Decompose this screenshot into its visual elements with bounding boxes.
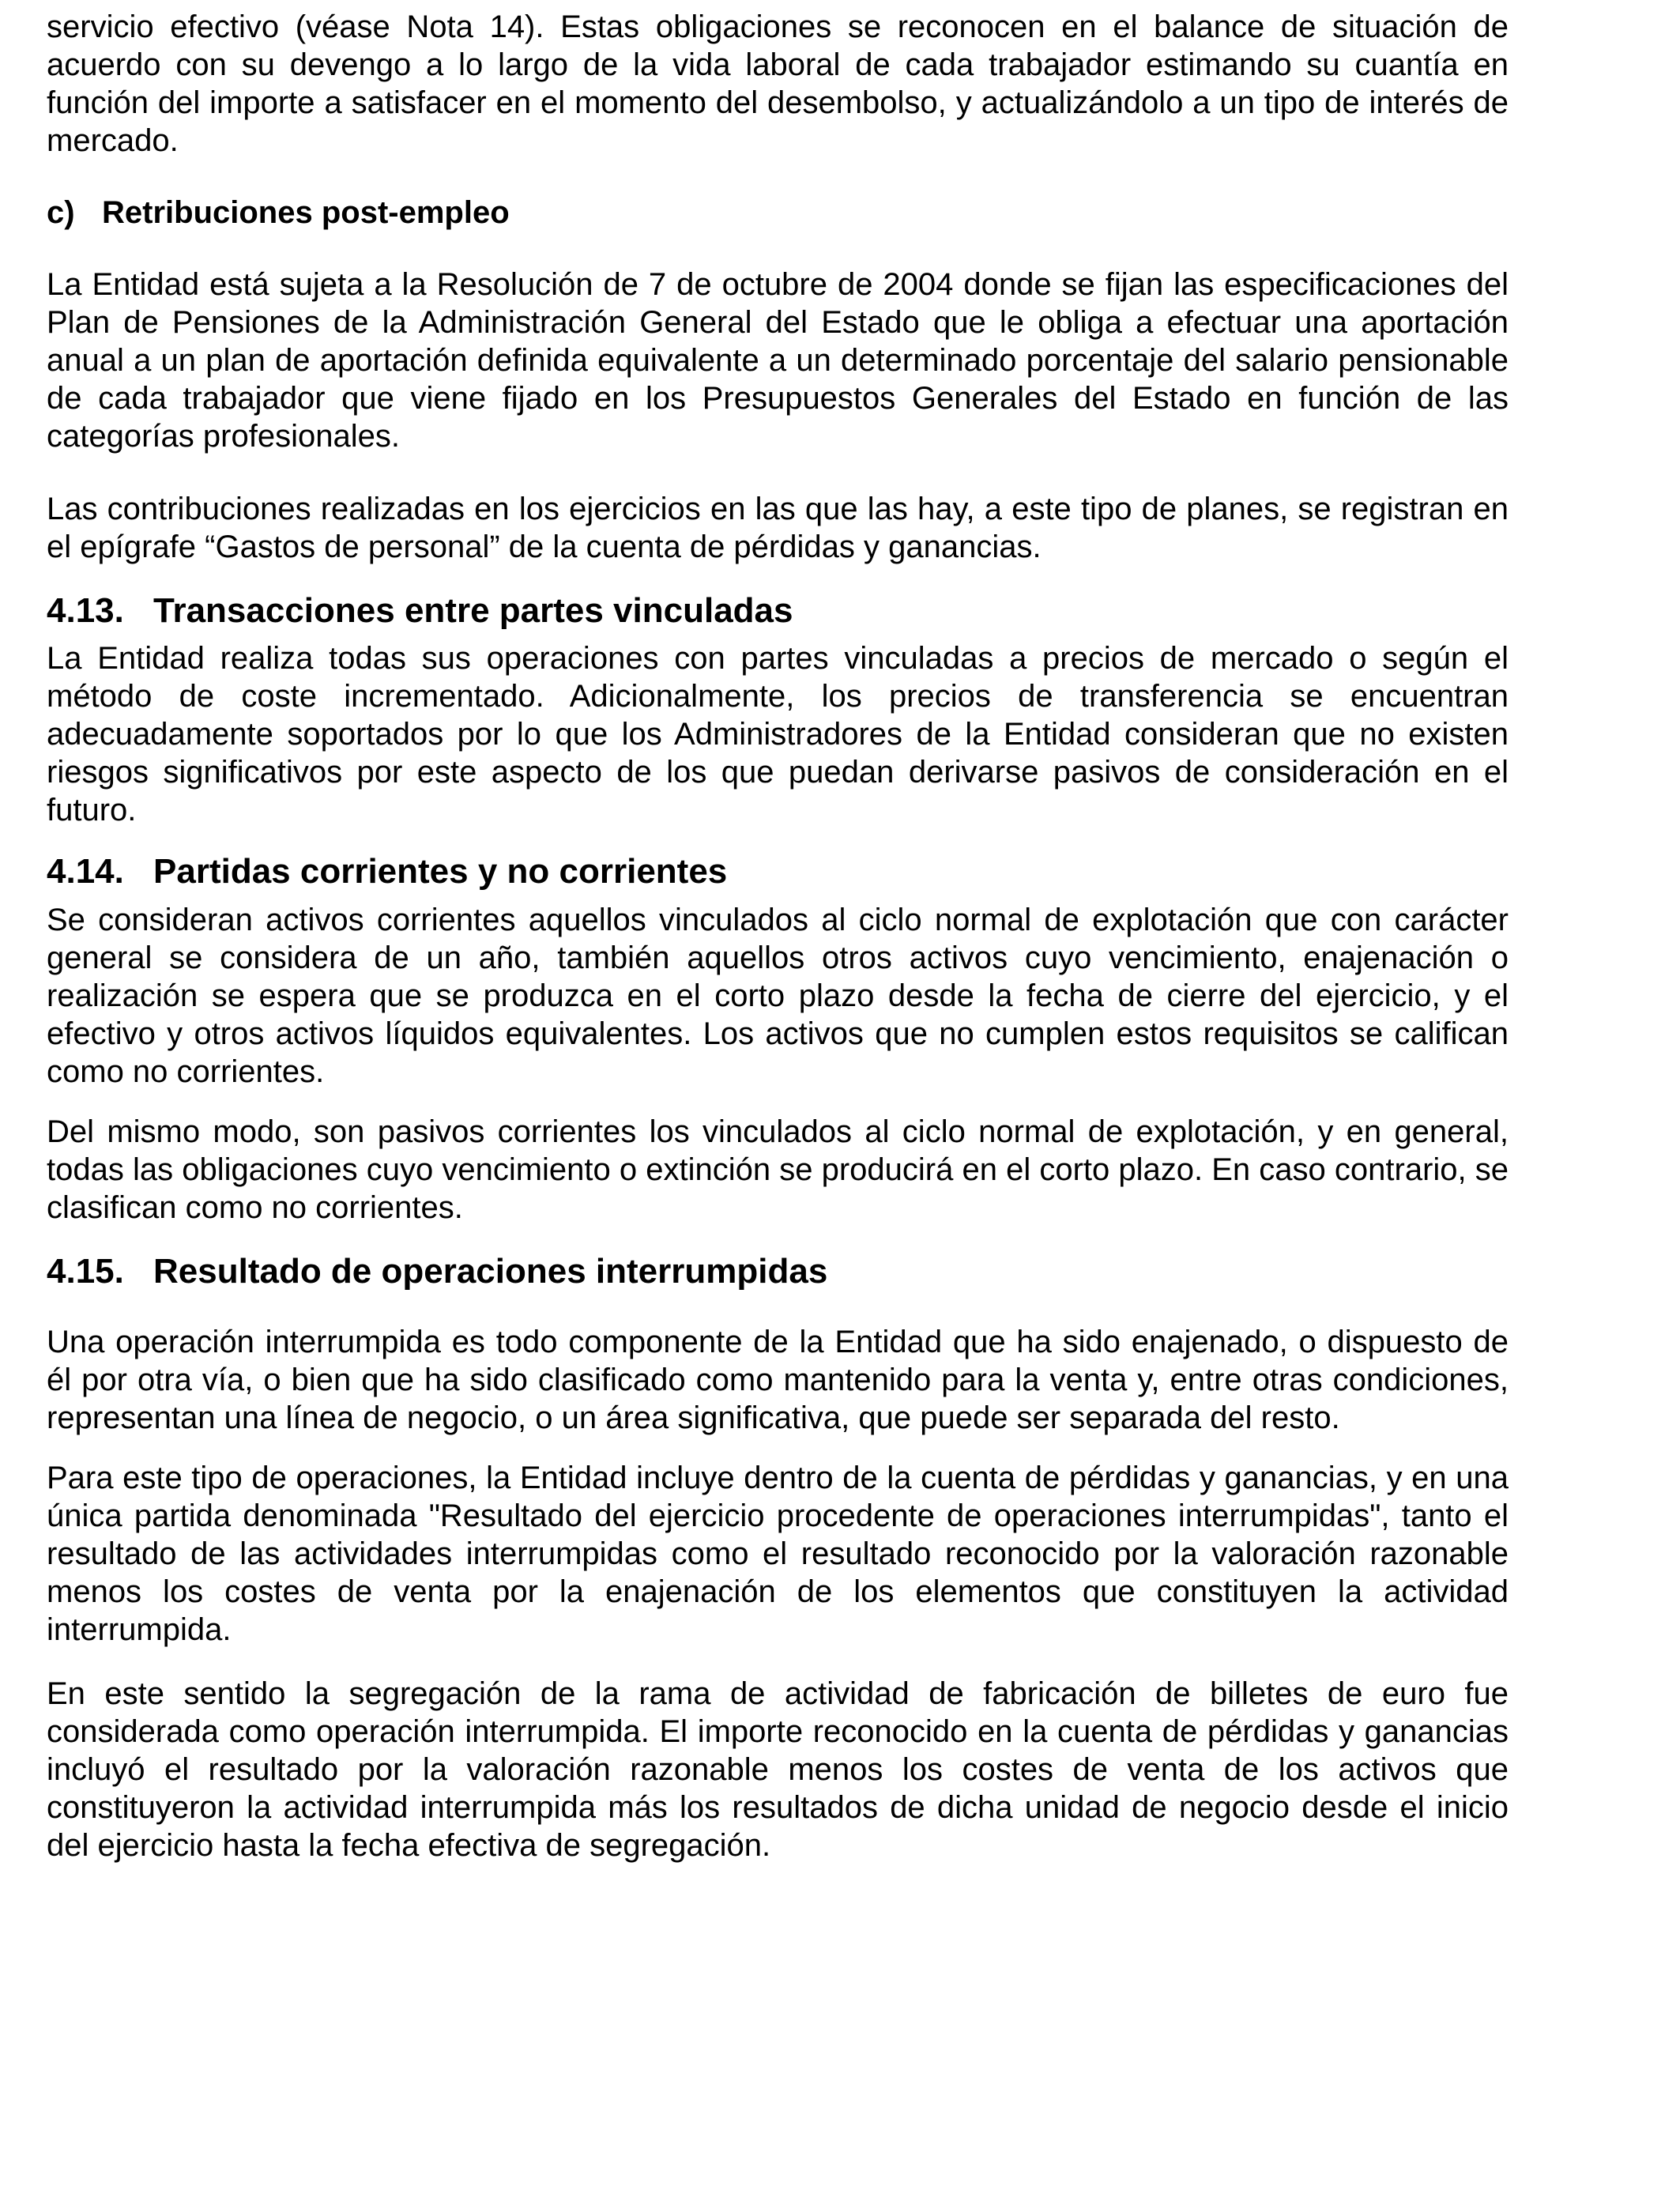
section-title: Partidas corrientes y no corrientes xyxy=(153,852,728,891)
section-number: 4.15. xyxy=(47,1252,124,1291)
section-title: Resultado de operaciones interrumpidas xyxy=(153,1252,828,1291)
paragraph-post-empleo-2: Las contribuciones realizadas en los ejercicios en las que las hay, a este tipo de planes, se registran en el epígrafe “Gastos de personal” de la cuenta de pérdidas y ganancias. xyxy=(47,492,1509,564)
paragraph-post-empleo-1: La Entidad está sujeta a la Resolución de 7 de octubre de 2004 donde se fijan las especificaciones del Plan de Pensiones de la Administración General del Estado que le obliga a efectuar una aportación anual a un plan de aportación definida equivalente a un determinado porcentaje del salario pensionable de cada trabajador que viene fijado en los Presupuestos Generales del Estado en función de las categorías profesionales. xyxy=(47,267,1509,454)
paragraph-4-15-3: En este sentido la segregación de la rama de actividad de fabricación de billetes de euro fue considerada como operación interrumpida. El importe reconocido en la cuenta de pérdidas y ganancias incluyó el resultado por la valoración razonable menos los costes de venta de los activos que constituyeron la actividad interrumpida más los resultados de dicha unidad de negocio desde el inicio del ejercicio hasta la fecha efectiva de segregación. xyxy=(47,1676,1509,1863)
paragraph-4-15-2: Para este tipo de operaciones, la Entidad incluye dentro de la cuenta de pérdidas y ganancias, y en una única partida denominada "Resultado del ejercicio procedente de operaciones interrumpidas", tanto el resultado de las actividades interrumpidas como el resultado reconocido por la valoración razonable menos los costes de venta por la enajenación de los elementos que constituyen la actividad interrumpida. xyxy=(47,1461,1509,1647)
intro-paragraph: servicio efectivo (véase Nota 14). Estas obligaciones se reconocen en el balance de situación de acuerdo con su devengo a lo largo de la vida laboral de cada trabajador estimando su cuantía en función del importe a satisfacer en el momento del desembolso, y actualizándolo a un tipo de interés de mercado. xyxy=(47,9,1509,158)
paragraph-4-14-1: Se consideran activos corrientes aquellos vinculados al ciclo normal de explotación que con carácter general se considera de un año, también aquellos otros activos cuyo vencimiento, enajenación o realización se espera que se produzca en el corto plazo desde la fecha de cierre del ejercicio, y el efectivo y otros activos líquidos equivalentes. Los activos que no cumplen estos requisitos se califican como no corrientes. xyxy=(47,903,1509,1089)
section-heading-4-14 xyxy=(47,850,1509,893)
section-heading-4-15 xyxy=(47,1250,1509,1293)
paragraph-4-15-1: Una operación interrumpida es todo componente de la Entidad que ha sido enajenado, o dispuesto de él por otra vía, o bien que ha sido clasificado como mantenido para la venta y, entre otras condiciones, representan una línea de negocio, o un área significativa, que puede ser separada del resto. xyxy=(47,1325,1509,1435)
paragraph-4-13-1: La Entidad realiza todas sus operaciones con partes vinculadas a precios de mercado o según el método de coste incrementado. Adicionalmente, los precios de transferencia se encuentran adecuadamente soportados por lo que los Administradores de la Entidad consideran que no existen riesgos significativos por este aspecto de los que puedan derivarse pasivos de consideración en el futuro. xyxy=(47,641,1509,827)
section-number: 4.13. xyxy=(47,591,124,630)
section-number: 4.14. xyxy=(47,852,124,891)
subsection-c-label: c) xyxy=(47,195,75,230)
subsection-c-heading xyxy=(47,194,1509,232)
paragraph-4-14-2: Del mismo modo, son pasivos corrientes los vinculados al ciclo normal de explotación, y en general, todas las obligaciones cuyo vencimiento o extinción se producirá en el corto plazo. En caso contrario, se clasifican como no corrientes. xyxy=(47,1114,1509,1225)
section-title: Transacciones entre partes vinculadas xyxy=(153,591,793,630)
document-page xyxy=(47,8,1509,1864)
section-heading-4-13 xyxy=(47,590,1509,632)
subsection-c-title: Retribuciones post-empleo xyxy=(102,195,510,230)
